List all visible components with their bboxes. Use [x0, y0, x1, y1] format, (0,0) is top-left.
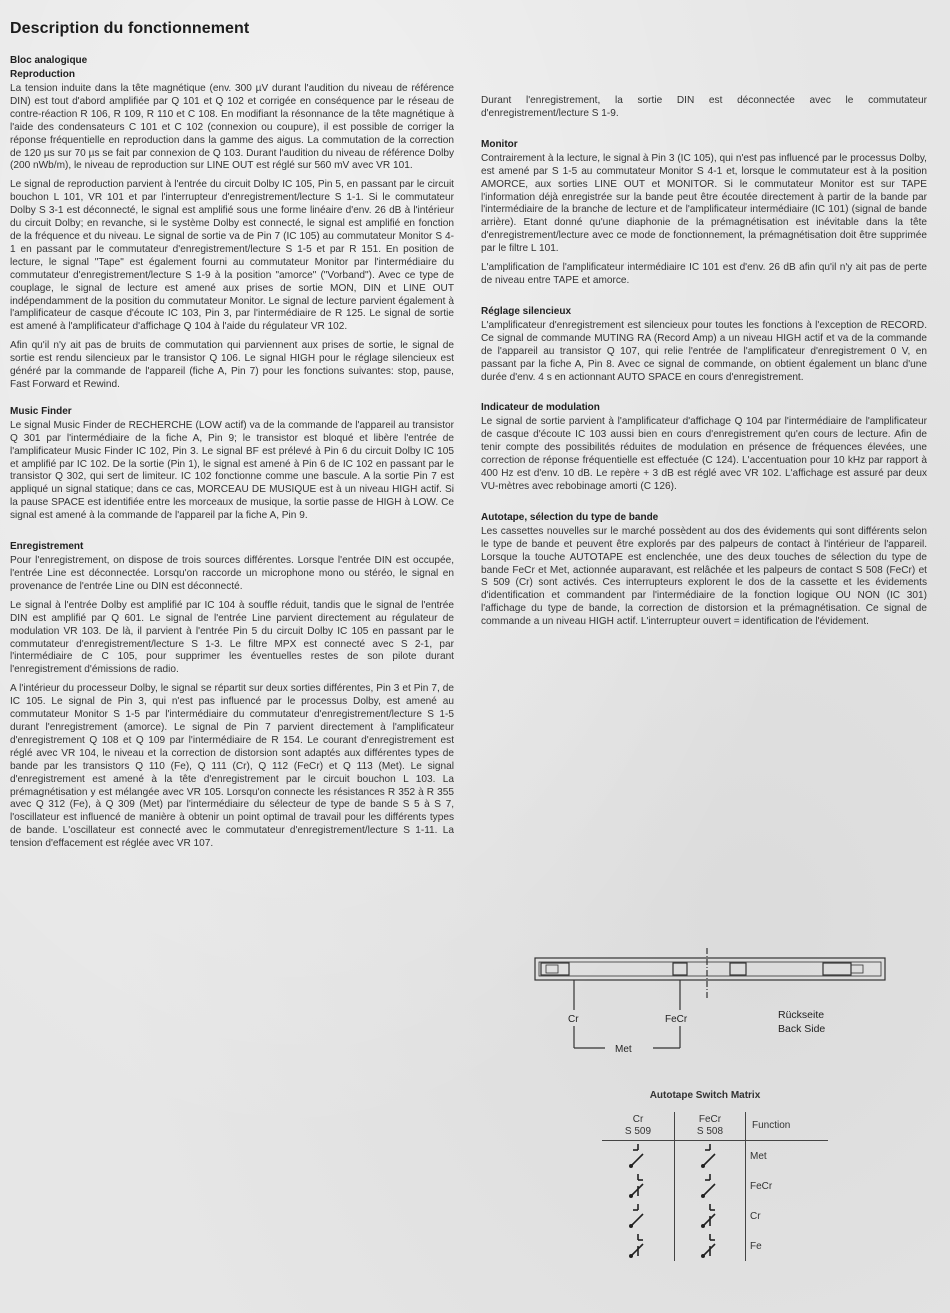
matrix-body: [602, 1141, 828, 1262]
matrix-row: [602, 1141, 828, 1172]
fecr-label: FeCr: [665, 1014, 688, 1025]
matrix-title: Autotape Switch Matrix: [649, 1090, 761, 1101]
switch-s509-cell: [602, 1201, 675, 1231]
monitor-paragraph-1: Contrairement à la lecture, le signal à Pin 3 (IC 105), qui n'est pas influencé par le processus Dolby, est amené par S 1-5 au commutateur Monitor S 4-1 et, lorsque le commutateur est à la position AMORCE, aux sorties LINE OUT et MONITOR. Si le commutateur Monitor est sur TAPE l'information déjà enregistrée sur la bande peut être écoutée directement à partir de la bande par l'intermédiaire de la branche de lecture et de l'amplificateur intermédiaire (IC 101) (signal de bande arrière). Etant donné qu'une diaphonie de la prémagnétisation est inévitable dans la tête d'enregistrement/lecture avec ce mode de fonctionnement, la prémagnétisation doit être supprimée par le filtre L 101.: [481, 152, 927, 255]
cr-label: Cr: [568, 1014, 579, 1025]
switch-s508-cell: [675, 1201, 746, 1231]
switch-symbol: [627, 1202, 649, 1230]
left-column: [10, 55, 454, 857]
reglage-heading: Réglage silencieux: [481, 305, 572, 317]
met-label: Met: [615, 1044, 632, 1055]
cassette-outline: [535, 958, 885, 980]
fecr-recess: [673, 963, 687, 975]
music-finder-paragraph: Le signal Music Finder de RECHERCHE (LOW actif) va de la commande de l'appareil au transistor Q 301 par l'intermédiaire de la fiche A, Pin 9; le transistor est bloqué et libère l'entrée de l'amplificateur Music Finder IC 102, Pin 3. Le signal BF est prélevé à Pin 6 du circuit Dolby IC 105 et amplifié par IC 102. De la sortie (Pin 1), le signal est amené à Pin 6 de IC 102 en passant par le transistor Q 302, qui sert de limiteur. IC 102 fonctionne comme une bascule. A la sortie Pin 7 est appliqué un signal statique; dans ce cas, MORCEAU DE MUSIQUE est à un niveau HIGH actif. Si la pause SPACE est identifiée entre les morceaux de musique, la sortie passe de HIGH à LOW. Ce signal est amené à la commande de l'appareil par la fiche A, Pin 9.: [10, 419, 454, 522]
switch-symbol: [627, 1172, 649, 1200]
autotape-switch-matrix: [602, 1112, 828, 1261]
matrix-col-fecr-label: FeCr: [698, 1114, 722, 1125]
reproduction-heading: Reproduction: [10, 69, 75, 80]
switch-s509-cell: [602, 1141, 675, 1172]
switch-s508-cell: [675, 1231, 746, 1261]
switch-symbol: [699, 1232, 721, 1260]
reproduction-paragraph-3: Afin qu'il n'y ait pas de bruits de commutation qui parviennent aux prises de sortie, le signal de sortie est rendu silencieux par le transistor Q 106. Le signal HIGH pour le réglage silencieux est généré par la commande de l'appareil (fiche A, Pin 7) pour les fonctions suivantes: stop, pause, Fast Forward et Rewind.: [10, 340, 454, 390]
matrix-col-cr: [602, 1112, 675, 1141]
intro-paragraph: Durant l'enregistrement, la sortie DIN est déconnectée avec le commutateur d'enregistrement/lecture S 1-9.: [481, 95, 927, 119]
switch-s509-cell: [602, 1171, 675, 1201]
autotape-paragraph: Les cassettes nouvelles sur le marché possèdent au dos des évidements qui sont différents selon le type de bande et peuvent être explorés par des palpeurs de contact à l'intérieur de l'appareil. Lorsque la touche AUTOTAPE est enclenchée, une des deux touches de sélection du type de bande FeCr et Met, actionnée auparavant, est relâchée et les palpeurs de contact S 508 (FeCr) et S 509 (Cr) sont activés. Ces interrupteurs explorent le dos de la cassette et les évidements d'identification et commandent par l'intermédiaire de la fonction logique OU NON (IC 301) l'affichage du type de bande, la correction de distorsion et la prémagnétisation. Ce signal de commande a un niveau HIGH actif. L'interrupteur ouvert = identification de l'évidement.: [481, 525, 927, 628]
switch-symbol: [699, 1202, 721, 1230]
enregistrement-paragraph-2: Le signal à l'entrée Dolby est amplifié par IC 104 à souffle réduit, tandis que le signal de l'entrée DIN est amplifié par Q 601. Le signal de l'entrée Line parvient directement au régulateur de modulation VR 103. De là, il parvient à l'entrée Pin 5 du circuit Dolby IC 105 en passant par le commutateur d'enregistrement/lecture S 1-3. Le filtre MPX est connecté avec S 2-1, par l'intermédiaire de C 105, pour supprimer les éventuelles restes de son pilote durant l'enregistrement d'émissions de radio.: [10, 599, 454, 676]
monitor-paragraph-2: L'amplification de l'amplificateur intermédiaire IC 101 est d'env. 26 dB afin qu'il n'y ait pas de perte de niveau entre TAPE et amorce.: [481, 262, 927, 286]
matrix-row: [602, 1171, 828, 1201]
matrix-function: Cr: [750, 1210, 761, 1222]
enregistrement-heading: Enregistrement: [10, 541, 84, 553]
enregistrement-paragraph-3: A l'intérieur du processeur Dolby, le signal se répartit sur deux sorties différentes, Pin 3 et Pin 7, de IC 105. Le signal de Pin 3, qui n'est pas influencé par le processus Dolby, est amené au commutateur Monitor S 1-5 par l'intermédiaire du commutateur d'enregistrement/lecture S 1-5 durant l'enregistrement (amorce). Le signal de Pin 7 parvient directement à l'amplificateur d'enregistrement Q 108 et Q 109 par l'intermédiaire de R 154. Le courant d'enregistrement est réglé avec VR 104, le niveau et la correction de distorsion sont adaptés aux différentes types de bande par les transistors Q 110 (Fe), Q 111 (Cr), Q 112 (FeCr) et Q 113 (Met). Le signal d'enregistrement est amené à la tête d'enregistrement par le circuit bouchon L 103. La prémagnétisation y est mélangée avec VR 105. Lorsqu'on connecte les résistances R 352 à R 355 avec Q 312 (Fe), à Q 309 (Met) par l'intermédiaire du sélecteur de type de bande S 5 à S 7, l'oscillateur est influencé de manière à obtenir un point optimal de travail pour les différents types de bande. L'oscillateur est connecté avec le commutateur d'enregistrement/lecture S 1-11. La tension d'effacement est réglée avec VR 107.: [10, 683, 454, 850]
back-side-label-en: Back Side: [778, 1023, 826, 1035]
reproduction-paragraph-1: La tension induite dans la tête magnétique (env. 300 µV durant l'audition du niveau de référence DIN) est tout d'abord amplifiée par Q 101 et Q 102 et corrigée en conséquence par le réseau de contre-réaction R 106, R 109, R 110 et C 108. En modifiant la résonnance de la tête magnétique à l'aide des condensateurs C 101 et C 102 (connexion ou coupure), il est possible de corriger la réponse fréquentielle en reproduction dans la gamme des aigus. La commutation de la correction de 120 µs sur 70 µs se fait par connexion de Q 103. Durant l'audition du niveau de référence Dolby (200 nWb/m), le niveau de reproduction sur LINE OUT est réglé sur 560 mV avec VR 101.: [10, 83, 454, 172]
matrix-col-cr-label: Cr: [632, 1114, 644, 1125]
switch-symbol: [627, 1232, 649, 1260]
indicateur-paragraph: Le signal de sortie parvient à l'amplificateur d'affichage Q 104 par l'intermédiaire de l'amplificateur de casque d'écoute IC 103 aussi bien en cours d'enregistrement qu'en cours de lecture. Afin de tenir compte des possibilités réduites de modulation en présence de fréquences élevées, une correction de réponse fréquentielle est effectuée (C 124). L'accentuation pour 10 kHz par rapport à 400 Hz est d'env. 10 dB. Le repère + 3 dB est réglé avec VR 102. L'affichage est assuré par deux VU-mètres avec rebobinage amorti (C 126).: [481, 416, 927, 492]
page-title: Description du fonctionnement: [10, 20, 250, 37]
matrix-function: Fe: [750, 1240, 762, 1252]
bloc-heading: Bloc analogique: [10, 55, 88, 66]
matrix-function: Met: [750, 1150, 767, 1162]
music-finder-heading: Music Finder: [10, 405, 72, 417]
matrix-row: [602, 1201, 828, 1231]
switch-symbol: [627, 1142, 649, 1170]
matrix-col-function: Function: [746, 1112, 829, 1141]
switch-s508-cell: [675, 1171, 746, 1201]
autotape-heading: Autotape, sélection du type de bande: [481, 511, 659, 523]
enregistrement-paragraph-1: Pour l'enregistrement, on dispose de trois sources différentes. Lorsque l'entrée DIN est occupée, l'entrée Line est déconnectée. Lorsqu'on raccorde un microphone mono ou stéréo, le signal en provenance de l'entrée Line ou DIN est déconnecté.: [10, 555, 454, 592]
switch-symbol: [699, 1142, 721, 1170]
back-side-label-de: Rückseite: [778, 1009, 825, 1021]
matrix-col-fecr-switch: S 508: [696, 1126, 724, 1137]
switch-s508-cell: [675, 1141, 746, 1172]
right-recess: [823, 963, 851, 975]
reglage-paragraph: L'amplificateur d'enregistrement est silencieux pour toutes les fonctions à l'exception de RECORD. Ce signal de commande MUTING RA (Record Amp) a un niveau HIGH actif et va de la commande de l'appareil au transistor Q 107, qui relie l'entrée de l'amplificateur d'enregistrement 0 V, en passant par la fiche A, Pin 8. Avec ce signal de commande, on obtient également un blanc d'une durée d'env. 4 s en actionnant AUTO SPACE en cours d'enregistrement.: [481, 319, 927, 383]
matrix-row: [602, 1231, 828, 1261]
matrix-col-cr-switch: S 509: [624, 1126, 652, 1137]
monitor-heading: Monitor: [481, 138, 518, 150]
cassette-back-diagram: [533, 948, 893, 1068]
reproduction-paragraph-2: Le signal de reproduction parvient à l'entrée du circuit Dolby IC 105, Pin 5, en passant par le circuit bouchon L 101, VR 101 et par l'interrupteur d'enregistrement/lecture S 1-1. Si le commutateur Dolby S 3-1 est déconnecté, le signal est amplifié sous une forme linéaire d'env. 26 dB à l'intérieur du circuit Dolby; en revanche, si le système Dolby est connecté, le signal est amplifié en fonction de la fréquence et du niveau. Le signal de sortie va de Pin 7 (IC 105) au commutateur Monitor S 4-1 en passant par le commutateur d'enregistrement/lecture S 1-5 et par R 151. En position de lecture, le signal "Tape" est également fourni au commutateur Monitor par l'intermédiaire du commutateur d'enregistrement/lecture S 1-9 à la position "amorce" ("Vorband"). Avec ce type de couplage, le signal de lecture est amené aux prises de sortie MON, DIN et LINE OUT indépendamment de la position du commutateur Monitor. Le signal de lecture parvient également à l'amplificateur de casque d'écoute IC 103, Pin 3, par l'intermédiaire de R 125. Le signal de sortie est amené à l'amplificateur d'affichage Q 104 à l'aide du régulateur VR 102.: [10, 179, 454, 333]
switch-s509-cell: [602, 1231, 675, 1261]
switch-symbol: [699, 1172, 721, 1200]
right-column: [481, 95, 927, 635]
matrix-function: FeCr: [750, 1180, 773, 1192]
indicateur-heading: Indicateur de modulation: [481, 402, 600, 414]
center-recess: [730, 963, 746, 975]
matrix-col-fecr: [675, 1112, 746, 1141]
